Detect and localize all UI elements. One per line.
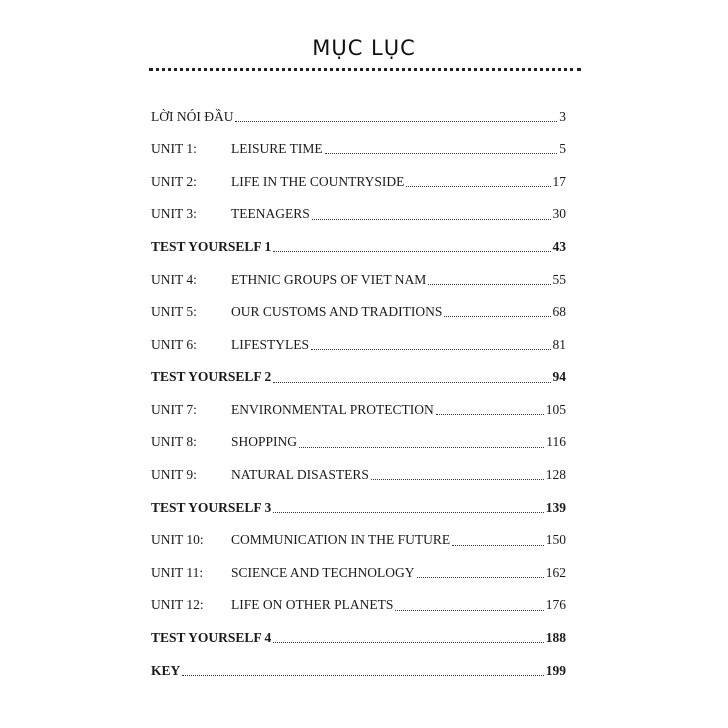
- toc-entry-title: ENVIRONMENTAL PROTECTION: [231, 401, 434, 417]
- toc-entry-leader-dots: [417, 577, 544, 578]
- toc-entry-unit-number: UNIT 6:: [151, 336, 197, 352]
- toc-entry-unit-number: UNIT 11:: [151, 564, 204, 580]
- toc-entry-page-number: 43: [552, 238, 566, 254]
- toc-entry-leader-dots: [312, 219, 551, 220]
- toc-entry-title: LIFESTYLES: [231, 336, 310, 352]
- toc-entry-leader-dots: [436, 414, 544, 415]
- toc-entry-page-number: 3: [559, 108, 566, 124]
- toc-entry: [151, 198, 566, 231]
- toc-entry-unit-number: UNIT 7:: [151, 401, 197, 417]
- toc-entry-page-number: 105: [545, 401, 566, 417]
- toc-entry: [151, 491, 566, 524]
- table-of-contents: [151, 100, 566, 687]
- toc-entry-page-number: 30: [552, 206, 566, 222]
- toc-entry-title: SHOPPING: [231, 434, 298, 450]
- toc-entry-title: ETHNIC GROUPS OF VIET NAM: [231, 271, 427, 287]
- toc-entry-leader-dots: [235, 121, 557, 122]
- toc-entry-page-number: 162: [545, 564, 566, 580]
- toc-entry-title: LIFE IN THE COUNTRYSIDE: [231, 173, 405, 189]
- toc-entry-unit-number: UNIT 3:: [151, 206, 197, 222]
- toc-entry-unit-number: UNIT 10:: [151, 532, 204, 548]
- toc-entry-title: LIFE ON OTHER PLANETS: [231, 597, 394, 613]
- toc-entry-title: TEST YOURSELF 1: [151, 238, 272, 254]
- toc-entry-unit-number: UNIT 1:: [151, 141, 197, 157]
- toc-entry: [151, 459, 566, 492]
- toc-entry: [151, 393, 566, 426]
- toc-entry: [151, 622, 566, 655]
- toc-entry-leader-dots: [311, 349, 550, 350]
- toc-entry-title: LEISURE TIME: [231, 141, 323, 157]
- toc-entry-page-number: 139: [545, 499, 566, 515]
- title-dotted-rule: [149, 68, 581, 71]
- toc-entry-title: COMMUNICATION IN THE FUTURE: [231, 532, 451, 548]
- toc-entry: [151, 328, 566, 361]
- toc-entry-title: LỜI NÓI ĐẦU: [151, 108, 234, 124]
- toc-entry-page-number: 150: [545, 532, 566, 548]
- page-title: MỤC LỤC: [312, 36, 416, 60]
- toc-entry-page-number: 55: [552, 271, 566, 287]
- toc-entry: [151, 426, 566, 459]
- toc-entry-leader-dots: [325, 153, 558, 154]
- toc-entry-unit-number: UNIT 8:: [151, 434, 197, 450]
- toc-entry-unit-number: UNIT 12:: [151, 597, 204, 613]
- toc-entry-title: TEST YOURSELF 3: [151, 499, 272, 515]
- toc-entry-leader-dots: [299, 447, 544, 448]
- toc-entry-page-number: 68: [552, 304, 566, 320]
- toc-entry: [151, 524, 566, 557]
- toc-entry-leader-dots: [371, 479, 544, 480]
- toc-entry-title: OUR CUSTOMS AND TRADITIONS: [231, 304, 443, 320]
- toc-entry-page-number: 81: [552, 336, 566, 352]
- toc-entry-leader-dots: [273, 512, 543, 513]
- toc-entry-page-number: 128: [545, 467, 566, 483]
- toc-entry-leader-dots: [428, 284, 550, 285]
- toc-entry-title: TEST YOURSELF 4: [151, 630, 272, 646]
- toc-entry-leader-dots: [444, 316, 550, 317]
- toc-entry-leader-dots: [273, 251, 550, 252]
- toc-entry: [151, 589, 566, 622]
- toc-entry: [151, 556, 566, 589]
- toc-entry-leader-dots: [452, 545, 544, 546]
- toc-entry-leader-dots: [406, 186, 550, 187]
- toc-entry-title: SCIENCE AND TECHNOLOGY: [231, 564, 415, 580]
- toc-entry-page-number: 94: [552, 369, 566, 385]
- toc-entry-unit-number: UNIT 5:: [151, 304, 197, 320]
- toc-entry: [151, 296, 566, 329]
- toc-entry-title: KEY: [151, 662, 181, 678]
- toc-entry-page-number: 116: [546, 434, 566, 450]
- toc-entry-page-number: 199: [545, 662, 566, 678]
- toc-entry: [151, 654, 566, 687]
- toc-entry-unit-number: UNIT 2:: [151, 173, 197, 189]
- toc-entry-unit-number: UNIT 9:: [151, 467, 197, 483]
- toc-entry: [151, 100, 566, 133]
- toc-entry: [151, 361, 566, 394]
- toc-entry: [151, 263, 566, 296]
- toc-entry-leader-dots: [273, 382, 550, 383]
- toc-entry-page-number: 5: [559, 141, 566, 157]
- toc-entry-page-number: 176: [545, 597, 566, 613]
- toc-entry: [151, 230, 566, 263]
- toc-entry-title: NATURAL DISASTERS: [231, 467, 369, 483]
- toc-entry: [151, 133, 566, 166]
- toc-entry-leader-dots: [182, 675, 543, 676]
- toc-entry-unit-number: UNIT 4:: [151, 271, 197, 287]
- toc-entry-page-number: 17: [552, 173, 566, 189]
- toc-entry-page-number: 188: [545, 630, 566, 646]
- toc-entry-title: TEST YOURSELF 2: [151, 369, 272, 385]
- toc-entry: [151, 165, 566, 198]
- toc-entry-leader-dots: [395, 610, 543, 611]
- toc-entry-leader-dots: [273, 642, 543, 643]
- toc-entry-title: TEENAGERS: [231, 206, 310, 222]
